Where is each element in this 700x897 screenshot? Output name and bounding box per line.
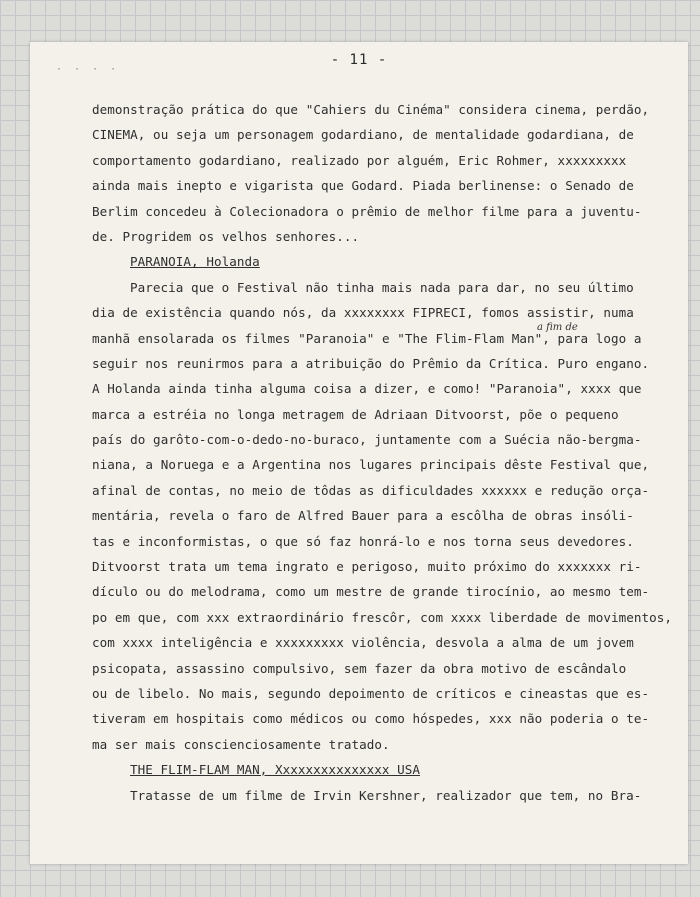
text-line: ou de libelo. No mais, segundo depoimento de críticos e cineastas que es- bbox=[92, 685, 650, 701]
text-line: seguir nos reunirmos para a atribuição do Prêmio da Crítica. Puro engano. bbox=[92, 355, 650, 371]
text-line: psicopata, assassino compulsivo, sem fazer da obra motivo de escândalo bbox=[92, 660, 627, 676]
page-number: - 11 - bbox=[330, 52, 388, 68]
text-line: afinal de contas, no meio de tôdas as dificuldades xxxxxx e redução orça- bbox=[92, 482, 650, 498]
text-line: ma ser mais conscienciosamente tratado. bbox=[92, 736, 390, 752]
text-line: demonstração prática do que "Cahiers du Cinéma" considera cinema, perdão, bbox=[92, 102, 650, 117]
text-line: A Holanda ainda tinha alguma coisa a dizer, e como! "Paranoia", xxxx que bbox=[92, 381, 642, 397]
text-line: com xxxx inteligência e xxxxxxxxx violência, desvola a alma de um jovem bbox=[92, 635, 634, 651]
section-heading-paranoia: PARANOIA, Holanda bbox=[130, 254, 260, 270]
text-line: Ditvoorst trata um tema ingrato e perigoso, muito próximo do xxxxxxx ri- bbox=[92, 559, 642, 575]
page-body bbox=[92, 97, 672, 808]
text-line: CINEMA, ou seja um personagem godardiano, de mentalidade godardiana, de bbox=[92, 127, 634, 143]
text-line: comportamento godardiano, realizado por alguém, Eric Rohmer, xxxxxxxxx bbox=[92, 152, 627, 168]
text-line: mentária, revela o faro de Alfred Bauer para a escôlha de obras insóli- bbox=[92, 508, 634, 524]
text-line: tas e inconformistas, o que só faz honrá-lo e nos torna seus devedores. bbox=[92, 533, 634, 549]
text-line: po em que, com xxx extraordinário frescôr, com xxxx liberdade de movimentos, bbox=[92, 609, 673, 625]
text-line: país do garôto-com-o-dedo-no-buraco, juntamente com a Suécia não-bergma- bbox=[92, 432, 642, 448]
text-line: dículo ou do melodrama, como um mestre de grande tirocínio, ao mesmo tem- bbox=[92, 584, 650, 600]
typewritten-page bbox=[30, 42, 688, 864]
text-line: dia de existência quando nós, da xxxxxxxx FIPRECI, fomos assistir, numa bbox=[92, 305, 634, 321]
text-line: manhã ensolarada os filmes "Paranoia" e "The Flim-Flam Man", para logo a bbox=[92, 330, 642, 346]
page-marks: · · · · bbox=[56, 64, 120, 75]
handwritten-note: a fim de bbox=[537, 322, 578, 333]
text-line: Tratasse de um filme de Irvin Kershner, realizador que tem, no Bra- bbox=[130, 787, 642, 803]
text-line: de. Progridem os velhos senhores... bbox=[92, 228, 360, 244]
text-line: niana, a Noruega e a Argentina nos lugares principais dêste Festival que, bbox=[92, 457, 650, 473]
text-line: ainda mais inepto e vigarista que Godard. Piada berlinense: o Senado de bbox=[92, 178, 634, 194]
text-line: tiveram em hospitais como médicos ou como hóspedes, xxx não poderia o te- bbox=[92, 711, 650, 727]
text-line: Berlim concedeu à Colecionadora o prêmio de melhor filme para a juventu- bbox=[92, 203, 642, 219]
section-heading-flim-flam-man: THE FLIM-FLAM MAN, Xxxxxxxxxxxxxxx USA bbox=[130, 762, 421, 778]
text-line: Parecia que o Festival não tinha mais nada para dar, no seu último bbox=[130, 279, 634, 295]
text-line: marca a estréia no longa metragem de Adriaan Ditvoorst, põe o pequeno bbox=[92, 406, 619, 422]
